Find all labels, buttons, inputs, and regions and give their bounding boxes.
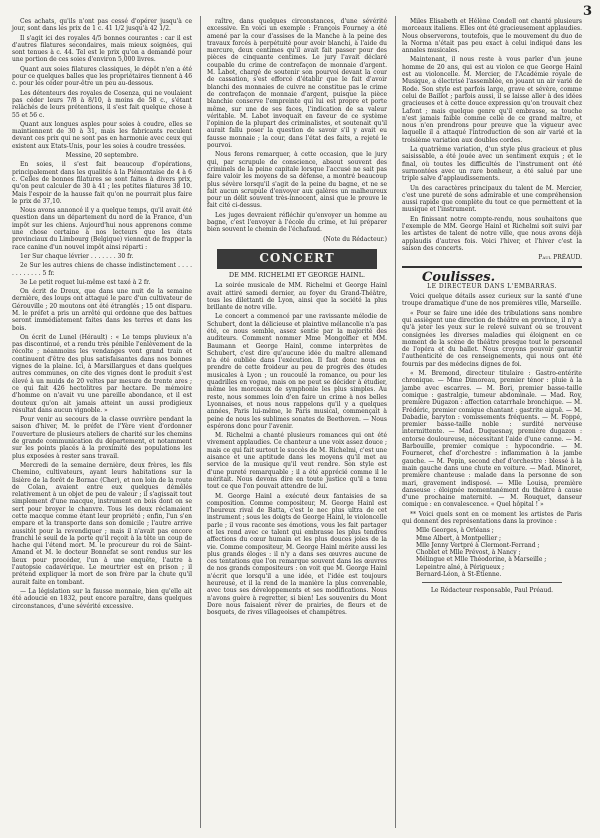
paragraph: Un des caractères principaux du talent de M. Mercier, c'est une pureté de sons admirable et une compréhension aussi rapide que complète du tout ce que permettent et la musique et l'instrument. xyxy=(402,184,582,214)
paragraph: La soirée musicale de MM. Richelmi et George Hainl avait attiré samedi dernier, au foyer du Grand-Théâtre, tous les dilettanti de Lyon, ainsi que la société la plus brillante de notre ville. xyxy=(207,282,387,312)
paragraph: En soies, il s'est fait beaucoup d'opérations, principalement dans les qualités à la Piémontaise de 4 à 6 c. Celles de bonnes filatures se sont faites à divers prix, qu'on peut calculer de 30 à 41 ; les petites filatures 38 10. Mais l'espoir de la hausse fait qu'on ne pourrait plus faire le prix de 37,10. xyxy=(12,161,192,205)
paragraph: M. Richelmi a chanté plusieurs romances qui ont été vivement applaudies. Ce chanteur a une voix assez douce ; mais ce qui fait surtout le succès de M. Richelmi, c'est une aisance et une aptitude dans les moyens qu'il met au service de la musique qu'il veut rendre. Son style est d'une pureté remarquable ; il a été apprécié comme il le méritait. Nous devons dire en toute justice qu'il a tenu tout ce que l'on pouvait attendre de lui. xyxy=(207,432,387,491)
section-divider xyxy=(402,266,582,268)
column-1 xyxy=(12,18,192,612)
paragraph: Le concert a commencé par une ravissante mélodie de Schubert, dont la délicieuse et plaintive mélancolie n'a pas été, ce nous semble, assez sentie par la majorité des auditeurs. Comment nommer Mme Mongolfier et MM. Baumann et George Hainl, comme interprètes de Schubert, c'est dire qu'aucune idée du maître allemand n'a été oubliée dans l'exécution. Il faut donc nous en prendre de cette froideur au peu de progrès des études musicales à Lyon ; un roucoulé la romance, ou pour les quadrilles en vogue, mais on ne peut se décider à étudier, même les morceaux de symphonie les plus simples. Au reste, nous sommes loin d'en faire un crime à nos belles Lyonnaises, et nous nous rappelons qu'il y a quelques années, Paris lui-même, le Paris musical, commençait à peine de nous les sublimes sonates de Beethoven. — Nous espérons donc pour l'avenir. xyxy=(207,313,387,430)
paragraph: En finissant notre compte-rendu, nous souhaitons que l'exemple de MM. George Hainl et Richelmi soit suivi par les artistes de talent de notre ville, que nous avons déjà applaudis d'autres fois. Voici l'hiver, et l'hiver c'est la saison des concerts. xyxy=(402,215,582,252)
paragraph: Maintenant, il nous reste à vous parler d'un jeune homme de 20 ans, qui est au violon ce que George Hainl est au violoncelle. M. Mercier, de l'Académie royale de Musique, a électrisé l'assemblée, en jouant un air varié de Rode. Son style est parfois large, grave et sévère, comme celui de Baillot ; parfois aussi, il se laisse aller à des idées gracieuses et à cette douce expression qu'on trouvait chez Lafont ; mais quelque genre qu'il embrasse, sa touche n'est jamais faible comme celle de ce grand maître, et nous n'en prendrons pour preuve que la vigueur avec laquelle il a attaqué l'introduction de son air varié et la troisième variation aux doubles cordes. xyxy=(402,56,582,144)
page-number: 3 xyxy=(582,4,592,19)
paragraph: « Pour se faire une idée des tribulations sans nombre qui assiègent une direction de théâtre en province, il n'y a qu'à jeter les yeux sur le relevé suivant où se trouvent consignées les diverses maladies qui éloignent en ce moment de la scène de théâtre presque tout le personnel de l'opéra et du ballet. Nous croyons pouvoir garantir l'authenticité de ces renseignements, qui nous ont été fournis par des médecins dignes de foi. xyxy=(402,309,582,368)
list-item: Lepeintre aîné, à Périgueux ; xyxy=(416,563,505,571)
coulisses-subheading: LE DIRECTEUR DANS L'EMBARRAS. xyxy=(427,282,557,290)
paragraph: Miles Elisabeth et Hélène Condell ont chanté plusieurs morceaux italiens. Elles ont été gracieusement applaudies. Nous observerons, toutefois, que le mouvement du duo de la Norma n'était pas peu exact à celui indiqué dans les annales musicales. xyxy=(402,18,582,55)
column-rule xyxy=(395,16,396,828)
paragraph: Il s'agit ici des royales 4/5 bonnes courantes : car il est d'autres filatures secondaires, mais mieux soignées, qui sont tenues à c. 44. Tel est le prix qu'on a demandé pour une portion de ces soies d'environ 5,000 livres. xyxy=(12,34,192,64)
column-rule xyxy=(200,16,201,828)
concert-banner: CONCERT xyxy=(217,249,377,269)
paragraph: On écrit de Lunel (Hérault) : « Le temps pluvieux n'a pas discontinué, et a rendu très pénible l'enlèvement de la récolte ; néanmoins les vendanges vont grand train et continuent d'être des plus satisfaisantes dans nos bonnes vignes de la plaine. Ici, à Marsillargues et dans quelques autres communes, on cite des vignes dont le produit s'est élevé à un muids de 20 veltes par mesure de trente ares ; ce qui fait 426 hectolitres par hectare. De mémoire d'homme on n'avait vu une pareille abondance, et il est douteux qu'on ait jamais atteint un aussi prodigieux résultat dans aucun vignoble. » xyxy=(12,333,192,414)
paragraph: M. George Hainl a exécuté deux fantaisies de sa composition. Comme compositeur, M. George Hainl est l'heureux rival de Batta, c'est le nec plus ultra de cet instrument ; sous les doigts de George Hainl, le violoncelle parle ; il vous raconte ses émotions, vous les fait partager et les rend avec ce talent qui embrasse les plus tendres affections du cœur humain et les plus douces joies de la vie. Comme compositeur, M. George Hainl mérite aussi les plus grands éloges : il n'y a dans ses œuvres aucune de ces tentations que l'on remarque souvent dans les œuvres de nos grands compositeurs : on voit que M. George Hainl n'écrit que lorsqu'il a une idée, et l'idée est toujours heureuse, et il la rend de la manière la plus convenable, avec tous ses développements et ses modifications. Nous n'avons guère à regretter, si bien! Les souvenirs du Mont Dore nous faisaient rêver de prairies, de fleurs et de bosquets, de rives villageoises et champêtres. xyxy=(207,492,387,617)
dateline: Messine, 20 septembre. xyxy=(65,152,139,160)
paragraph: Nous ferons remarquer, à cette occasion, que le jury qui, par scrupule de conscience, absout souvent des criminels de la peine capitale lorsque l'accusé ne sait pas faire valoir les moyens de sa défense, a montré beaucoup plus sévère lorsqu'il s'agit de la peine du bagne, et ne se fait aucun scrupule d'envoyer aux galères un malheureux pour un délit souvent très-innocent, ainsi que le prouve le fait cité ci-dessus. xyxy=(207,151,387,210)
paragraph: Mercredi de la semaine dernière, deux frères, les fils Chemino, cultivateurs, ayant leurs habitations sur la lisière de la forêt de Bornac (Cher), et non loin de la route de Colan, avaient entre eux quelques démêlés relativement à un objet de peu de valeur ; il s'agissait tout simplement d'une macque, instrument en bois dont on se sert pour broyer le chanvre. Tous les deux réclamaient cette macque comme étant leur propriété ; enfin, l'un s'en empare et la transporte dans son domicile ; l'autre arrive aussitôt pour la revendiquer ; mais il n'avait pas encore franchi le seuil de la porte qu'il reçoit à la tête un coup de hache qui l'étend mort. M. le procureur du roi de Saint-Amand et M. le docteur Bonnefat se sont rendus sur les lieux pour procéder, l'un à une enquête, l'autre à l'autopsie cadavérique. Le meurtrier est en prison ; il prétend expliquer la mort de son frère par la chute qu'il aurait faite en tombant. xyxy=(12,461,192,586)
paragraph: La quatrième variation, d'un style plus gracieux et plus saisissable, a été jouée avec un sentiment exquis ; et le final, où toutes les difficultés de l'instrument ont été surmontées avec un rare bonheur, a été salué par une triple salve d'applaudissements. xyxy=(402,146,582,183)
paragraph: ** Voici quels sont en ce moment les artistes de Paris qui donnent des représentations dans la province : xyxy=(402,510,582,525)
paragraph: Les détenteurs des royales de Cosenza, qui ne voulaient pas céder leurs 7/8 à 8/10, à moins de 58 c., s'étant relâchés de leurs prétentions, il s'est fait quelque chose à 55 et 56 c. xyxy=(12,89,192,119)
paragraph: On écrit de Dreux, que dans une nuit de la semaine dernière, des loups ont attaqué le parc d'un cultivateur de Gérouville ; 20 moutons ont été étranglés ; 15 ont disparu. M. le préfet a pris un arrêté qui ordonne que des battues seront immédiatement faites dans les terres et dans les bois. xyxy=(12,288,192,332)
tax-item: 3e Le petit roquet lui-même est taxé à 2 fr. xyxy=(20,278,151,286)
list-item: Bernard-Léon, à St-Étienne. xyxy=(416,571,502,579)
artists-list xyxy=(402,527,582,578)
list-item: Mlle Jenny Vertpré à Clermont-Ferrand ; xyxy=(416,541,540,549)
paragraph: Pour venir au secours de la classe ouvrière pendant la saison d'hiver, M. le préfet de l'Yère vient d'ordonner l'ouverture de plusieurs ateliers de charité sur les chemins de grande communication du département, et notamment sur les points placés à la proximité des populations les plus exposées à rester sans travail. xyxy=(12,416,192,460)
list-item: Mme Albert, à Montpellier ; xyxy=(416,534,502,542)
paragraph: Ces achats, qu'ils n'ont pas cessé d'opérer jusqu'à ce jour, sont dans les prix de 1 c. 41 1/2 jusqu'à 42 1/2. xyxy=(12,18,192,33)
paragraph: Les juges devraient réfléchir qu'envoyer un homme au bagne, c'est l'envoyer à l'école du crime, et lui préparer bien souvent le chemin de l'échafaud. xyxy=(207,211,387,234)
column-2 xyxy=(207,18,387,619)
list-item: Choblet et Mlle Prévost, à Nancy ; xyxy=(416,549,521,557)
paragraph: Nous avons annoncé il y a quelque temps, qu'il avait été question dans un département du nord de la France, d'un impôt sur les chiens. Aujourd'hui nous apprenons comme une chose certaine à nos lecteurs que les états provinciaux du Limbourg (Belgique) viennent de frapper la race canine d'un nouvel impôt ainsi réparti : xyxy=(12,207,192,251)
column-3 xyxy=(402,18,582,597)
footer-credit: Le Rédacteur responsable, Paul Préaud. xyxy=(430,587,554,595)
coulisses-heading: Coulisses. xyxy=(422,269,496,285)
list-item: Mélingue et Mlle Théodorine, à Marseille ; xyxy=(416,556,547,564)
concert-subheading: DE MM. RICHELMI ET GEORGE HAINL. xyxy=(228,270,366,279)
paragraph: Quant aux longues asples pour soies à coudre, elles se maintiennent de 30 à 31, mais les fabricants reculent devant ces prix qui ne sont pas en harmonie avec ceux qui existent aux Etats-Unis, pour les soies à coudre tressées. xyxy=(12,120,192,150)
paragraph: raître, dans quelques circonstances, d'une sévérité excessive. En voici un exemple : François Fourney a été amené par la cour d'assises de la Manche à la peine des travaux forcés à perpétuité pour avoir blanchi, à l'aide du mercure, deux centimes qu'il avait fait passer pour des pièces de cinquante centimes. Le jury l'avait déclaré coupable du crime de contrefaçon de monnaie d'argent. M. Labot, chargé de soutenir son pourvoi devant la cour de cassation, s'est efforcé d'établir que le fait d'avoir blanchi des monnaies de cuivre ne constitue pas le crime de contrefaçon de monnaie d'argent, puisque la pièce blanchie conserve l'empreinte qui lui est propre et porte même, sur une de ses faces, l'indication de sa valeur véritable. M. Labot invoquait en faveur de ce système l'opinion de la plupart des criminalistes, et soutenait qu'il aurait fallu poser la question de savoir s'il y avait eu fausse monnaie ; la cour, dans l'état des faits, a rejeté le pourvoi. xyxy=(207,18,387,150)
footer-divider xyxy=(422,582,562,583)
paragraph: Voici quelque détails assez curieux sur la santé d'une troupe dramatique d'une de nos premières ville, Marseille. xyxy=(402,293,582,308)
tax-item: 2e Sur les autres chiens de chasse indistinctement . . . . . . . . . . . . 5 fr. xyxy=(12,262,192,277)
paragraph: Quant aux soies filatures classiques, le dépôt n'en a été pour ce quelques balles que les propriétaires tiennent à 46 c. pour les céder pour-être un peu au-dessous. xyxy=(12,65,193,88)
signature: Paul PRÉAUD. xyxy=(538,254,582,262)
editor-note: (Note du Rédacteur.) xyxy=(323,235,387,243)
list-item: Mlle Georges, à Orléans ; xyxy=(416,527,494,535)
paragraph: — La législation sur la fausse monnaie, bien qu'elle ait été adoucie en 1832, peut encore paraître, dans quelques circonstances, d'une sévérité excessive. xyxy=(12,587,192,610)
paragraph: « M. Bremond, directeur titulaire : Gastro-entérite chronique. — Mme Dimoreau, premier ténor : pluie à la jambe avec escarres. — M. Bori, premier basse-taille comique : gastralgie, tumeur abdominale. — Mad. Roy, première Dugazon : affection catarrhale bronchique. — M. Frédéric, premier comique chantant : gastrite aiguë. — M. Dabadie, baryton : vomissements fréquents. — M. Foppé, premier basse-taille noble : surdité nerveuse intermittente. — Mad. Duquesnay, première dugazon : entorse douloureuse, nécessitant l'aide d'une canne. — M. Barbouille, premier comique : hypocondrie. — M. Fourneret, chef d'orchestre : inflammation à la jambe gauche. — M. Pepin, second chef d'orchestre : blessé à la main gauche dans une chute en voiture. — Mad. Minoret, première chanteuse : malade dans la personne de son mari, gravement indisposé. — Mlle Louisa, première danseuse : éloignée momentanément du théâtre à cause d'une prochaine maternité. — M. Rouquet, danseur comique : en convalescence. « Quel hôpital ! » xyxy=(402,370,582,509)
tax-item: 1er Sur chaque lévrier . . . . . . . 30 fr. xyxy=(20,252,134,260)
